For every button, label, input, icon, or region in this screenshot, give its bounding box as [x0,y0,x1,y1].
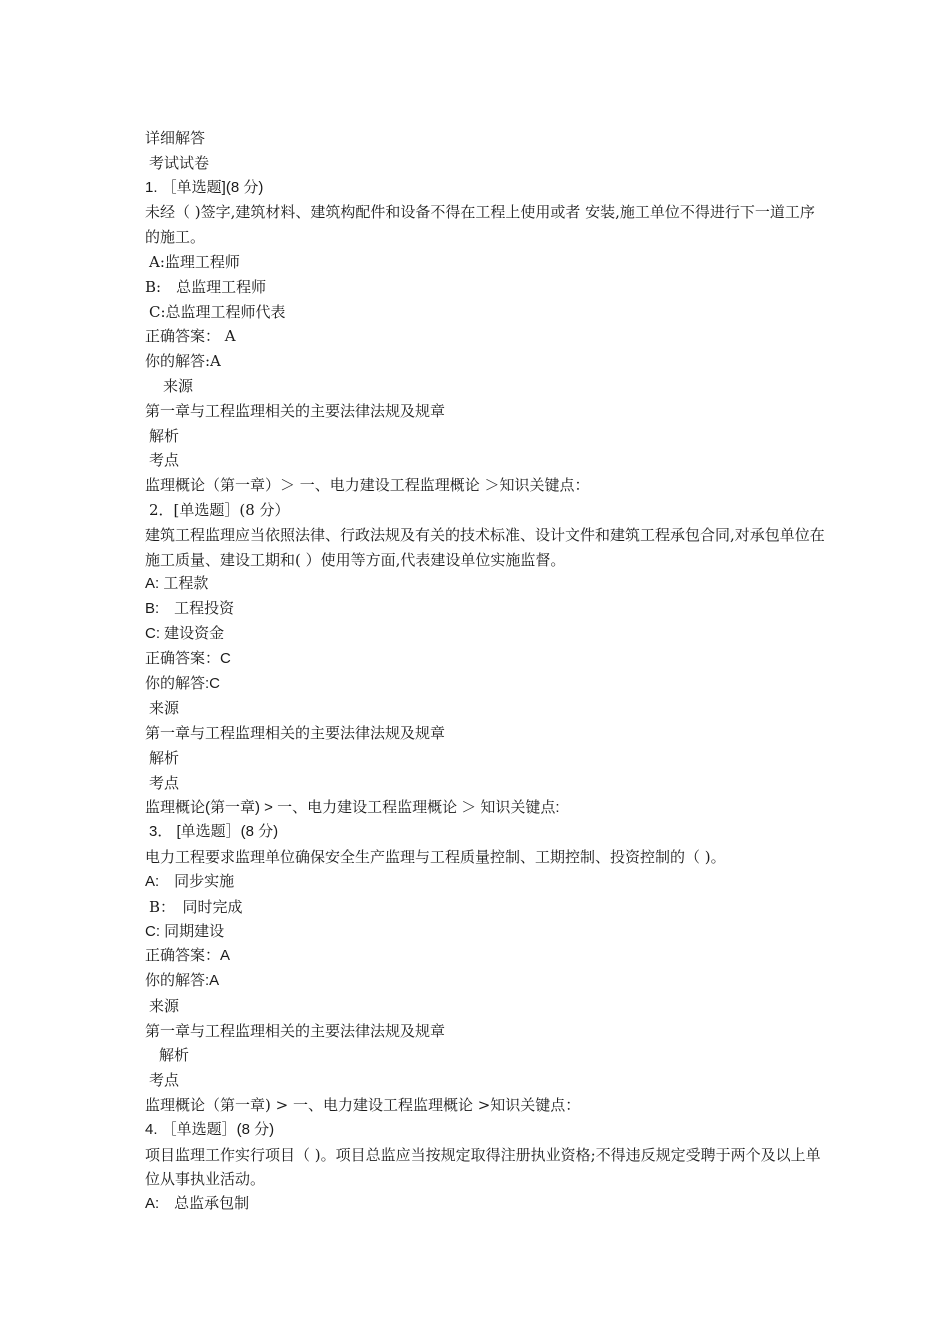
question-3-analysis-label: 解析 [159,1046,190,1065]
question-2-correct-answer: 正确答案：C [145,649,231,667]
question-1-option-a: A:监理工程师 [149,252,240,271]
question-2-stem: 建筑工程监理应当依照法律、行政法规及有关的技术标准、设计文件和建筑工程承包合同,对承包单位在施工质量、建设工期和( ）使用等方面,代表建设单位实施监督。 [145,525,825,569]
question-1-source-text: 第一章与工程监理相关的主要法律法规及规章 [145,401,446,420]
question-3-source-text: 第一章与工程监理相关的主要法律法规及规章 [145,1021,446,1040]
question-3-stem: 电力工程要求监理单位确保安全生产监理与工程质量控制、工期控制、投资控制的（ )。 [145,848,726,867]
question-4-option-a: A: 总监承包制 [145,1195,250,1213]
question-2-option-c: C: 建设资金 [145,624,225,642]
question-3-your-answer: 你的解答:A [145,972,220,990]
page-title: 详细解答 [145,129,206,147]
question-1-correct-answer: 正确答案： A [145,327,236,346]
question-3-point-label: 考点 [149,1071,180,1090]
document-body [145,126,825,1217]
question-2-point-text: 监理概论(第一章) > 一、电力建设工程监理概论 ＞ 知识关键点: [145,798,560,816]
question-1-source-label: 来源 [163,376,194,395]
question-1-point-label: 考点 [149,451,180,470]
question-3-option-c: C: 同期建设 [145,922,225,940]
question-3-option-a: A: 同步实施 [145,872,235,890]
page-subtitle: 考试试卷 [149,153,210,172]
question-1-stem: 未经（ )签字,建筑材料、建筑构配件和设备不得在工程上使用或者 安装,施工单位不得进行下一道工序的施工。 [145,203,815,247]
question-2-source-label: 来源 [149,699,180,718]
question-1-heading: 1. ［单选题](8 分) [145,178,264,196]
question-2-your-answer: 你的解答:C [145,674,221,692]
question-3-point-text: 监理概论（第一章) > 一、电力建设工程监理概论 >知识关键点： [145,1096,581,1115]
question-1-option-c: C:总监理工程师代表 [149,302,286,321]
question-1-option-b: B: 总监理工程师 [145,277,267,296]
question-1-analysis-label: 解析 [149,426,180,445]
question-3-source-label: 来源 [149,996,180,1015]
question-3-option-b: B： 同时完成 [149,897,243,916]
question-4-stem: 项目监理工作实行项目（ )。项目总监应当按规定取得注册执业资格;不得违反规定受聘于两个及以上单位从事执业活动。 [145,1145,821,1189]
question-2-option-a: A: 工程款 [145,575,209,593]
question-1-your-answer: 你的解答:A [145,352,221,371]
question-2-point-label: 考点 [149,773,180,792]
question-2-source-text: 第一章与工程监理相关的主要法律法规及规章 [145,724,446,743]
question-4-heading: 4. ［单选题］(8 分) [145,1120,275,1138]
question-3-correct-answer: 正确答案：A [145,947,231,965]
question-1-point-text: 监理概论（第一章）＞ 一、电力建设工程监理概论 ＞知识关键点： [145,476,590,495]
question-2-analysis-label: 解析 [149,748,180,767]
question-3-heading: 3． [单选题］(8 分) [149,823,279,841]
question-2-option-b: B: 工程投资 [145,600,235,618]
question-2-heading: 2．[单选题］(8 分） [149,500,290,519]
